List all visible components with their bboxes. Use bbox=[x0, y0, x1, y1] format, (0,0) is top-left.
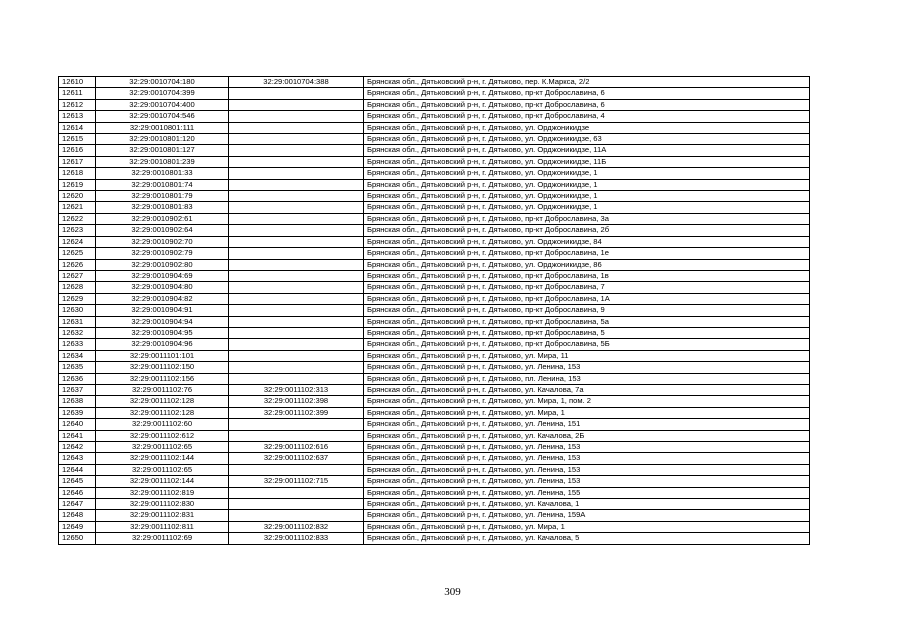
row-number-cell: 12624 bbox=[59, 236, 96, 247]
row-number-cell: 12635 bbox=[59, 362, 96, 373]
address-cell: Брянская обл., Дятьковский р-н, г. Дятьково, ул. Орджоникидзе, 84 bbox=[364, 236, 810, 247]
table-row bbox=[59, 202, 810, 213]
row-number-cell: 12644 bbox=[59, 464, 96, 475]
cadastral-number-cell: 32:29:0011102:612 bbox=[96, 430, 229, 441]
row-number-cell: 12616 bbox=[59, 145, 96, 156]
row-number-cell: 12612 bbox=[59, 99, 96, 110]
address-cell: Брянская обл., Дятьковский р-н, г. Дятьково, ул. Орджоникидзе bbox=[364, 122, 810, 133]
cadastral-number-cell: 32:29:0010904:96 bbox=[96, 339, 229, 350]
address-cell: Брянская обл., Дятьковский р-н, г. Дятьково, ул. Мира, 1 bbox=[364, 521, 810, 532]
table-row bbox=[59, 293, 810, 304]
related-cadastral-number-cell bbox=[229, 305, 364, 316]
related-cadastral-number-cell: 32:29:0011102:398 bbox=[229, 396, 364, 407]
address-cell: Брянская обл., Дятьковский р-н, г. Дятьково, ул. Орджоникидзе, 11А bbox=[364, 145, 810, 156]
row-number-cell: 12617 bbox=[59, 156, 96, 167]
cadastral-number-cell: 32:29:0011102:76 bbox=[96, 384, 229, 395]
related-cadastral-number-cell bbox=[229, 350, 364, 361]
table-row bbox=[59, 510, 810, 521]
address-cell: Брянская обл., Дятьковский р-н, г. Дятьково, ул. Орджоникидзе, 1 bbox=[364, 191, 810, 202]
related-cadastral-number-cell bbox=[229, 270, 364, 281]
related-cadastral-number-cell bbox=[229, 464, 364, 475]
address-cell: Брянская обл., Дятьковский р-н, г. Дятьково, пр-кт Доброславина, 4 bbox=[364, 111, 810, 122]
row-number-cell: 12630 bbox=[59, 305, 96, 316]
address-cell: Брянская обл., Дятьковский р-н, г. Дятьково, пр-кт Доброславина, 1в bbox=[364, 270, 810, 281]
cadastral-number-cell: 32:29:0010801:127 bbox=[96, 145, 229, 156]
related-cadastral-number-cell bbox=[229, 362, 364, 373]
page-number: 309 bbox=[444, 586, 461, 598]
cadastral-number-cell: 32:29:0011101:101 bbox=[96, 350, 229, 361]
cadastral-number-cell: 32:29:0011102:830 bbox=[96, 499, 229, 510]
cadastral-number-cell: 32:29:0010904:91 bbox=[96, 305, 229, 316]
row-number-cell: 12639 bbox=[59, 407, 96, 418]
row-number-cell: 12637 bbox=[59, 384, 96, 395]
address-cell: Брянская обл., Дятьковский р-н, г. Дятьково, ул. Ленина, 151 bbox=[364, 419, 810, 430]
cadastral-number-cell: 32:29:0011102:60 bbox=[96, 419, 229, 430]
row-number-cell: 12638 bbox=[59, 396, 96, 407]
cadastral-number-cell: 32:29:0011102:144 bbox=[96, 476, 229, 487]
related-cadastral-number-cell bbox=[229, 111, 364, 122]
row-number-cell: 12614 bbox=[59, 122, 96, 133]
address-cell: Брянская обл., Дятьковский р-н, г. Дятьково, ул. Орджоникидзе, 11Б bbox=[364, 156, 810, 167]
table-row bbox=[59, 464, 810, 475]
cadastral-number-cell: 32:29:0011102:65 bbox=[96, 442, 229, 453]
related-cadastral-number-cell bbox=[229, 236, 364, 247]
table-row bbox=[59, 362, 810, 373]
address-cell: Брянская обл., Дятьковский р-н, г. Дятьково, ул. Качалова, 5 bbox=[364, 533, 810, 544]
address-cell: Брянская обл., Дятьковский р-н, г. Дятьково, ул. Ленина, 159А bbox=[364, 510, 810, 521]
address-cell: Брянская обл., Дятьковский р-н, г. Дятьково, ул. Качалова, 2Б bbox=[364, 430, 810, 441]
table-row bbox=[59, 521, 810, 532]
related-cadastral-number-cell bbox=[229, 202, 364, 213]
table-row bbox=[59, 270, 810, 281]
row-number-cell: 12642 bbox=[59, 442, 96, 453]
address-cell: Брянская обл., Дятьковский р-н, г. Дятьково, ул. Ленина, 153 bbox=[364, 476, 810, 487]
table-row bbox=[59, 134, 810, 145]
cadastral-number-cell: 32:29:0010704:180 bbox=[96, 77, 229, 88]
address-cell: Брянская обл., Дятьковский р-н, г. Дятьково, пр-кт Доброславина, 2б bbox=[364, 225, 810, 236]
cadastral-number-cell: 32:29:0010904:80 bbox=[96, 282, 229, 293]
row-number-cell: 12611 bbox=[59, 88, 96, 99]
row-number-cell: 12619 bbox=[59, 179, 96, 190]
cadastral-number-cell: 32:29:0010801:83 bbox=[96, 202, 229, 213]
table-row bbox=[59, 487, 810, 498]
row-number-cell: 12646 bbox=[59, 487, 96, 498]
row-number-cell: 12636 bbox=[59, 373, 96, 384]
row-number-cell: 12647 bbox=[59, 499, 96, 510]
address-cell: Брянская обл., Дятьковский р-н, г. Дятьково, ул. Ленина, 153 bbox=[364, 453, 810, 464]
cadastral-number-cell: 32:29:0011102:128 bbox=[96, 396, 229, 407]
table-row bbox=[59, 533, 810, 544]
row-number-cell: 12610 bbox=[59, 77, 96, 88]
address-cell: Брянская обл., Дятьковский р-н, г. Дятьково, пр-кт Доброславина, 5 bbox=[364, 327, 810, 338]
row-number-cell: 12634 bbox=[59, 350, 96, 361]
row-number-cell: 12649 bbox=[59, 521, 96, 532]
address-cell: Брянская обл., Дятьковский р-н, г. Дятьково, ул. Мира, 11 bbox=[364, 350, 810, 361]
related-cadastral-number-cell bbox=[229, 316, 364, 327]
cadastral-number-cell: 32:29:0011102:150 bbox=[96, 362, 229, 373]
related-cadastral-number-cell bbox=[229, 88, 364, 99]
address-cell: Брянская обл., Дятьковский р-н, г. Дятьково, пр-кт Доброславина, 6 bbox=[364, 88, 810, 99]
cadastral-number-cell: 32:29:0011102:128 bbox=[96, 407, 229, 418]
row-number-cell: 12613 bbox=[59, 111, 96, 122]
related-cadastral-number-cell bbox=[229, 373, 364, 384]
related-cadastral-number-cell: 32:29:0011102:313 bbox=[229, 384, 364, 395]
table-row bbox=[59, 476, 810, 487]
address-cell: Брянская обл., Дятьковский р-н, г. Дятьково, ул. Качалова, 7а bbox=[364, 384, 810, 395]
cadastral-number-cell: 32:29:0011102:811 bbox=[96, 521, 229, 532]
row-number-cell: 12645 bbox=[59, 476, 96, 487]
row-number-cell: 12629 bbox=[59, 293, 96, 304]
address-cell: Брянская обл., Дятьковский р-н, г. Дятьково, ул. Орджоникидзе, 1 bbox=[364, 202, 810, 213]
related-cadastral-number-cell bbox=[229, 134, 364, 145]
address-cell: Брянская обл., Дятьковский р-н, г. Дятьково, пр-кт Доброславина, 5Б bbox=[364, 339, 810, 350]
related-cadastral-number-cell bbox=[229, 327, 364, 338]
row-number-cell: 12627 bbox=[59, 270, 96, 281]
related-cadastral-number-cell: 32:29:0011102:832 bbox=[229, 521, 364, 532]
related-cadastral-number-cell: 32:29:0010704:388 bbox=[229, 77, 364, 88]
cadastral-number-cell: 32:29:0010902:61 bbox=[96, 213, 229, 224]
table-row bbox=[59, 442, 810, 453]
row-number-cell: 12626 bbox=[59, 259, 96, 270]
address-cell: Брянская обл., Дятьковский р-н, г. Дятьково, пр-кт Доброславина, 3а bbox=[364, 213, 810, 224]
related-cadastral-number-cell bbox=[229, 225, 364, 236]
table-row bbox=[59, 316, 810, 327]
cadastral-number-cell: 32:29:0010801:111 bbox=[96, 122, 229, 133]
table-row bbox=[59, 305, 810, 316]
cadastral-number-cell: 32:29:0010801:79 bbox=[96, 191, 229, 202]
address-cell: Брянская обл., Дятьковский р-н, г. Дятьково, ул. Орджоникидзе, 63 bbox=[364, 134, 810, 145]
table-row bbox=[59, 350, 810, 361]
table-row bbox=[59, 145, 810, 156]
table-row bbox=[59, 122, 810, 133]
table-row bbox=[59, 111, 810, 122]
address-cell: Брянская обл., Дятьковский р-н, г. Дятьково, пер. К.Маркса, 2/2 bbox=[364, 77, 810, 88]
cadastral-number-cell: 32:29:0010904:94 bbox=[96, 316, 229, 327]
related-cadastral-number-cell bbox=[229, 282, 364, 293]
table-row bbox=[59, 282, 810, 293]
cadastral-number-cell: 32:29:0011102:156 bbox=[96, 373, 229, 384]
cadastral-number-cell: 32:29:0010801:33 bbox=[96, 168, 229, 179]
address-cell: Брянская обл., Дятьковский р-н, г. Дятьково, ул. Ленина, 155 bbox=[364, 487, 810, 498]
address-cell: Брянская обл., Дятьковский р-н, г. Дятьково, пр-кт Доброславина, 7 bbox=[364, 282, 810, 293]
related-cadastral-number-cell bbox=[229, 179, 364, 190]
row-number-cell: 12618 bbox=[59, 168, 96, 179]
row-number-cell: 12620 bbox=[59, 191, 96, 202]
address-cell: Брянская обл., Дятьковский р-н, г. Дятьково, пр-кт Доброславина, 6 bbox=[364, 99, 810, 110]
cadastral-number-cell: 32:29:0010801:239 bbox=[96, 156, 229, 167]
cadastral-number-cell: 32:29:0010904:95 bbox=[96, 327, 229, 338]
related-cadastral-number-cell bbox=[229, 339, 364, 350]
table-row bbox=[59, 236, 810, 247]
row-number-cell: 12615 bbox=[59, 134, 96, 145]
address-cell: Брянская обл., Дятьковский р-н, г. Дятьково, ул. Орджоникидзе, 86 bbox=[364, 259, 810, 270]
related-cadastral-number-cell bbox=[229, 499, 364, 510]
table-row bbox=[59, 327, 810, 338]
address-cell: Брянская обл., Дятьковский р-н, г. Дятьково, пр-кт Доброславина, 1е bbox=[364, 248, 810, 259]
table-row bbox=[59, 499, 810, 510]
row-number-cell: 12633 bbox=[59, 339, 96, 350]
cadastral-number-cell: 32:29:0011102:69 bbox=[96, 533, 229, 544]
related-cadastral-number-cell bbox=[229, 191, 364, 202]
table-row bbox=[59, 191, 810, 202]
cadastral-number-cell: 32:29:0010704:399 bbox=[96, 88, 229, 99]
related-cadastral-number-cell bbox=[229, 145, 364, 156]
row-number-cell: 12643 bbox=[59, 453, 96, 464]
address-cell: Брянская обл., Дятьковский р-н, г. Дятьково, ул. Мира, 1, пом. 2 bbox=[364, 396, 810, 407]
related-cadastral-number-cell bbox=[229, 293, 364, 304]
cadastral-number-cell: 32:29:0011102:831 bbox=[96, 510, 229, 521]
table-row bbox=[59, 99, 810, 110]
row-number-cell: 12648 bbox=[59, 510, 96, 521]
table-row bbox=[59, 88, 810, 99]
cadastral-number-cell: 32:29:0010902:64 bbox=[96, 225, 229, 236]
table-row bbox=[59, 407, 810, 418]
row-number-cell: 12621 bbox=[59, 202, 96, 213]
table-row bbox=[59, 225, 810, 236]
related-cadastral-number-cell bbox=[229, 510, 364, 521]
row-number-cell: 12623 bbox=[59, 225, 96, 236]
table-row bbox=[59, 213, 810, 224]
row-number-cell: 12640 bbox=[59, 419, 96, 430]
table-row bbox=[59, 384, 810, 395]
address-cell: Брянская обл., Дятьковский р-н, г. Дятьково, пр-кт Доброславина, 9 bbox=[364, 305, 810, 316]
table-row bbox=[59, 77, 810, 88]
row-number-cell: 12628 bbox=[59, 282, 96, 293]
related-cadastral-number-cell bbox=[229, 419, 364, 430]
address-cell: Брянская обл., Дятьковский р-н, г. Дятьково, ул. Мира, 1 bbox=[364, 407, 810, 418]
related-cadastral-number-cell: 32:29:0011102:833 bbox=[229, 533, 364, 544]
cadastral-number-cell: 32:29:0010801:74 bbox=[96, 179, 229, 190]
table-row bbox=[59, 373, 810, 384]
table-row bbox=[59, 339, 810, 350]
cadastral-number-cell: 32:29:0011102:819 bbox=[96, 487, 229, 498]
address-cell: Брянская обл., Дятьковский р-н, г. Дятьково, пл. Ленина, 153 bbox=[364, 373, 810, 384]
table-row bbox=[59, 396, 810, 407]
related-cadastral-number-cell bbox=[229, 156, 364, 167]
cadastral-number-cell: 32:29:0010904:82 bbox=[96, 293, 229, 304]
address-cell: Брянская обл., Дятьковский р-н, г. Дятьково, ул. Орджоникидзе, 1 bbox=[364, 168, 810, 179]
row-number-cell: 12650 bbox=[59, 533, 96, 544]
cadastral-number-cell: 32:29:0010902:80 bbox=[96, 259, 229, 270]
cadastral-number-cell: 32:29:0010704:400 bbox=[96, 99, 229, 110]
table-row bbox=[59, 179, 810, 190]
related-cadastral-number-cell: 32:29:0011102:616 bbox=[229, 442, 364, 453]
table-row bbox=[59, 419, 810, 430]
table-row bbox=[59, 168, 810, 179]
address-cell: Брянская обл., Дятьковский р-н, г. Дятьково, ул. Орджоникидзе, 1 bbox=[364, 179, 810, 190]
row-number-cell: 12631 bbox=[59, 316, 96, 327]
related-cadastral-number-cell bbox=[229, 430, 364, 441]
cadastral-number-cell: 32:29:0010704:546 bbox=[96, 111, 229, 122]
cadastral-number-cell: 32:29:0011102:65 bbox=[96, 464, 229, 475]
table-row bbox=[59, 430, 810, 441]
table-row bbox=[59, 156, 810, 167]
cadastral-number-cell: 32:29:0010904:69 bbox=[96, 270, 229, 281]
address-cell: Брянская обл., Дятьковский р-н, г. Дятьково, ул. Ленина, 153 bbox=[364, 464, 810, 475]
cadastral-number-cell: 32:29:0011102:144 bbox=[96, 453, 229, 464]
related-cadastral-number-cell: 32:29:0011102:715 bbox=[229, 476, 364, 487]
address-cell: Брянская обл., Дятьковский р-н, г. Дятьково, ул. Ленина, 153 bbox=[364, 362, 810, 373]
related-cadastral-number-cell bbox=[229, 248, 364, 259]
related-cadastral-number-cell bbox=[229, 259, 364, 270]
property-registry-table bbox=[58, 76, 810, 545]
address-cell: Брянская обл., Дятьковский р-н, г. Дятьково, пр-кт Доброславина, 5а bbox=[364, 316, 810, 327]
address-cell: Брянская обл., Дятьковский р-н, г. Дятьково, ул. Качалова, 1 bbox=[364, 499, 810, 510]
related-cadastral-number-cell bbox=[229, 122, 364, 133]
row-number-cell: 12622 bbox=[59, 213, 96, 224]
row-number-cell: 12632 bbox=[59, 327, 96, 338]
cadastral-number-cell: 32:29:0010902:70 bbox=[96, 236, 229, 247]
address-cell: Брянская обл., Дятьковский р-н, г. Дятьково, ул. Ленина, 153 bbox=[364, 442, 810, 453]
related-cadastral-number-cell bbox=[229, 487, 364, 498]
cadastral-number-cell: 32:29:0010902:79 bbox=[96, 248, 229, 259]
related-cadastral-number-cell bbox=[229, 99, 364, 110]
related-cadastral-number-cell bbox=[229, 168, 364, 179]
table-body bbox=[59, 77, 810, 545]
related-cadastral-number-cell: 32:29:0011102:399 bbox=[229, 407, 364, 418]
related-cadastral-number-cell: 32:29:0011102:637 bbox=[229, 453, 364, 464]
address-cell: Брянская обл., Дятьковский р-н, г. Дятьково, пр-кт Доброславина, 1А bbox=[364, 293, 810, 304]
related-cadastral-number-cell bbox=[229, 213, 364, 224]
cadastral-number-cell: 32:29:0010801:120 bbox=[96, 134, 229, 145]
table-row bbox=[59, 453, 810, 464]
table-row bbox=[59, 248, 810, 259]
row-number-cell: 12641 bbox=[59, 430, 96, 441]
row-number-cell: 12625 bbox=[59, 248, 96, 259]
table-row bbox=[59, 259, 810, 270]
